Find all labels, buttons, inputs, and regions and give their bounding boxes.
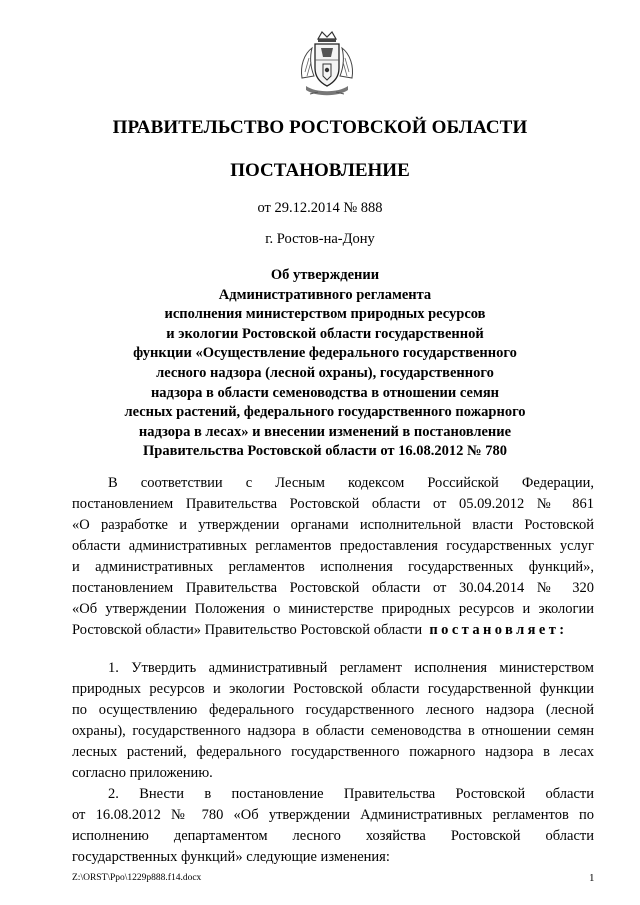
preamble-line: области административных регламентов предоставления государственных услуг [72,538,594,554]
preamble-line: «Об утверждении Положения о министерстве природных ресурсов и экологии [72,601,594,617]
preamble-line: «О разработке и утверждении органами исполнительной власти Ростовской [72,517,594,533]
subject-line: надзора в лесах» и внесении изменений в постановление [138,423,512,440]
preamble-line: В соответствии с Лесным кодексом Российской Федерации, [108,475,594,491]
subject-line: Административного регламента [218,286,432,303]
preamble-line: постановлением Правительства Ростовской области от 30.04.2014 № 320 [72,580,594,596]
preamble-line: и административных регламентов исполнения государственных функций», [72,559,594,575]
item2-line: исполнению департаментом лесного хозяйства Ростовской области [72,828,594,844]
subject-line: Об утверждении [270,267,380,283]
item2-line: 2. Внести в постановление Правительства Ростовской области [108,786,594,802]
document-subject [60,266,590,462]
subject-line: исполнения министерством природных ресурсов [164,306,486,323]
subject-line: лесных растений, федерального государственного пожарного [124,404,526,421]
item1-line: по осуществлению федерального государственного лесного надзора (лесной [72,702,594,718]
document-number: от 29.12.2014 № 888 [257,200,383,216]
item1-line: охраны), государственного надзора в области семеноводства в отношении семян [72,723,594,739]
subject-line: функции «Осуществление федерального государственного [133,345,517,362]
government-title: ПРАВИТЕЛЬСТВО РОСТОВСКОЙ ОБЛАСТИ [112,117,528,138]
item2-line: государственных функций» следующие изменения: [72,849,390,865]
subject-line: и экологии Ростовской области государственной [166,325,484,342]
item2-line: от 16.08.2012 № 780 «Об утверждении Административных регламентов по [72,807,594,823]
preamble-line: постановлением Правительства Ростовской области от 05.09.2012 № 861 [72,496,594,512]
subject-line: Правительства Ростовской области от 16.08.2012 № 780 [143,443,507,460]
footer-file-path: Z:\ORST\Ppo\1229p888.f14.docx [72,873,202,883]
subject-line: лесного надзора (лесной охраны), государственного [156,364,494,381]
item1-line: природных ресурсов и экологии Ростовской области государственной функции [72,681,594,697]
subject-line: надзора в области семеноводства в отношении семян [150,384,500,401]
coat-of-arms-icon [296,30,358,100]
item1-line: лесных растений, федерального государственного пожарного надзора в лесах [72,744,594,760]
item1-line: согласно приложению. [72,765,213,781]
footer-page-number: 1 [589,872,595,884]
document-place: г. Ростов-на-Дону [265,231,375,247]
item1-line: 1. Утвердить административный регламент исполнения министерством [108,660,594,676]
document-type: ПОСТАНОВЛЕНИЕ [230,160,410,181]
decree-word: постановляет: [429,622,568,638]
preamble-last-line [72,621,594,640]
preamble-line: Ростовской области» Правительство Ростовской области [72,622,423,638]
